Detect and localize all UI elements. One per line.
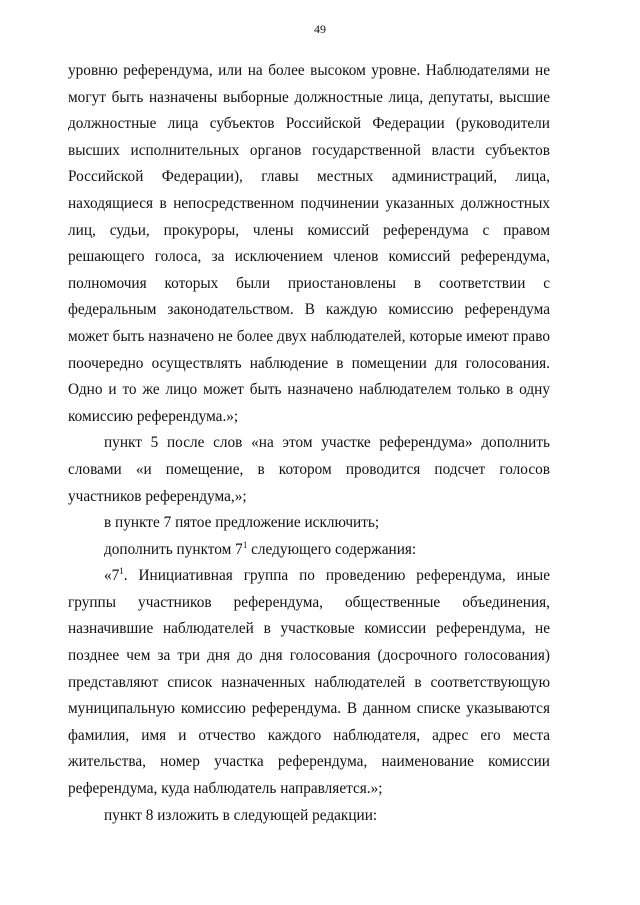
text-segment: дополнить пунктом 7 [104,540,243,558]
page-number: 49 [314,22,326,36]
superscript: 1 [119,566,124,577]
paragraph-item-5-amendment: пункт 5 после слов «на этом участке референдума» дополнить словами «и помещение, в котором проводится подсчет голосов участников референдума,»; [68,434,550,505]
document-body [68,58,550,829]
paragraph-add-item-7-1 [68,537,550,564]
text-segment: «7 [104,567,120,585]
paragraph-item-7-amendment: в пункте 7 пятое предложение исключить; [104,514,380,532]
superscript: 1 [242,539,248,550]
paragraph-item-7-1-text [68,563,550,802]
paragraph-item-8-amendment: пункт 8 изложить в следующей редакции: [104,806,378,824]
paragraph-observers-restrictions: уровню референдума, или на более высоком уровне. Наблюдателями не могут быть назначены выборные должностные лица, депутаты, высшие должностные лица субъектов Российской Федерации (руководители высших исполнительных органов государственной власти субъектов Российской Федерации), главы местных администраций, лица, находящиеся в непосредственном подчинении указанных должностных лиц, судьи, прокуроры, члены комиссий референдума с правом решающего голоса, за исключением членов комиссий референдума, полномочия которых были приостановлены в соответствии с федеральным законодательством. В каждую комиссию референдума может быть назначено не более двух наблюдателей, которые имеют право поочередно осуществлять наблюдение в помещении для голосования. Одно и то же лицо может быть назначено наблюдателем только в одну комиссию референдума.»; [68,62,550,425]
text-segment: . Инициативная группа по проведению референдума, иные группы участников референдума, общественные объединения, назначившие наблюдателей в участковые комиссии референдума, не позднее чем за три дня до дня голосования (досрочного голосования) представляют список назначенных наблюдателей в соответствующую муниципальную комиссию референдума. В данном списке указываются фамилия, имя и отчество каждого наблюдателя, адрес его места жительства, номер участка референдума, наименование комиссии референдума, куда наблюдатель направляется.»; [68,567,550,798]
text-segment: следующего содержания: [247,540,417,558]
